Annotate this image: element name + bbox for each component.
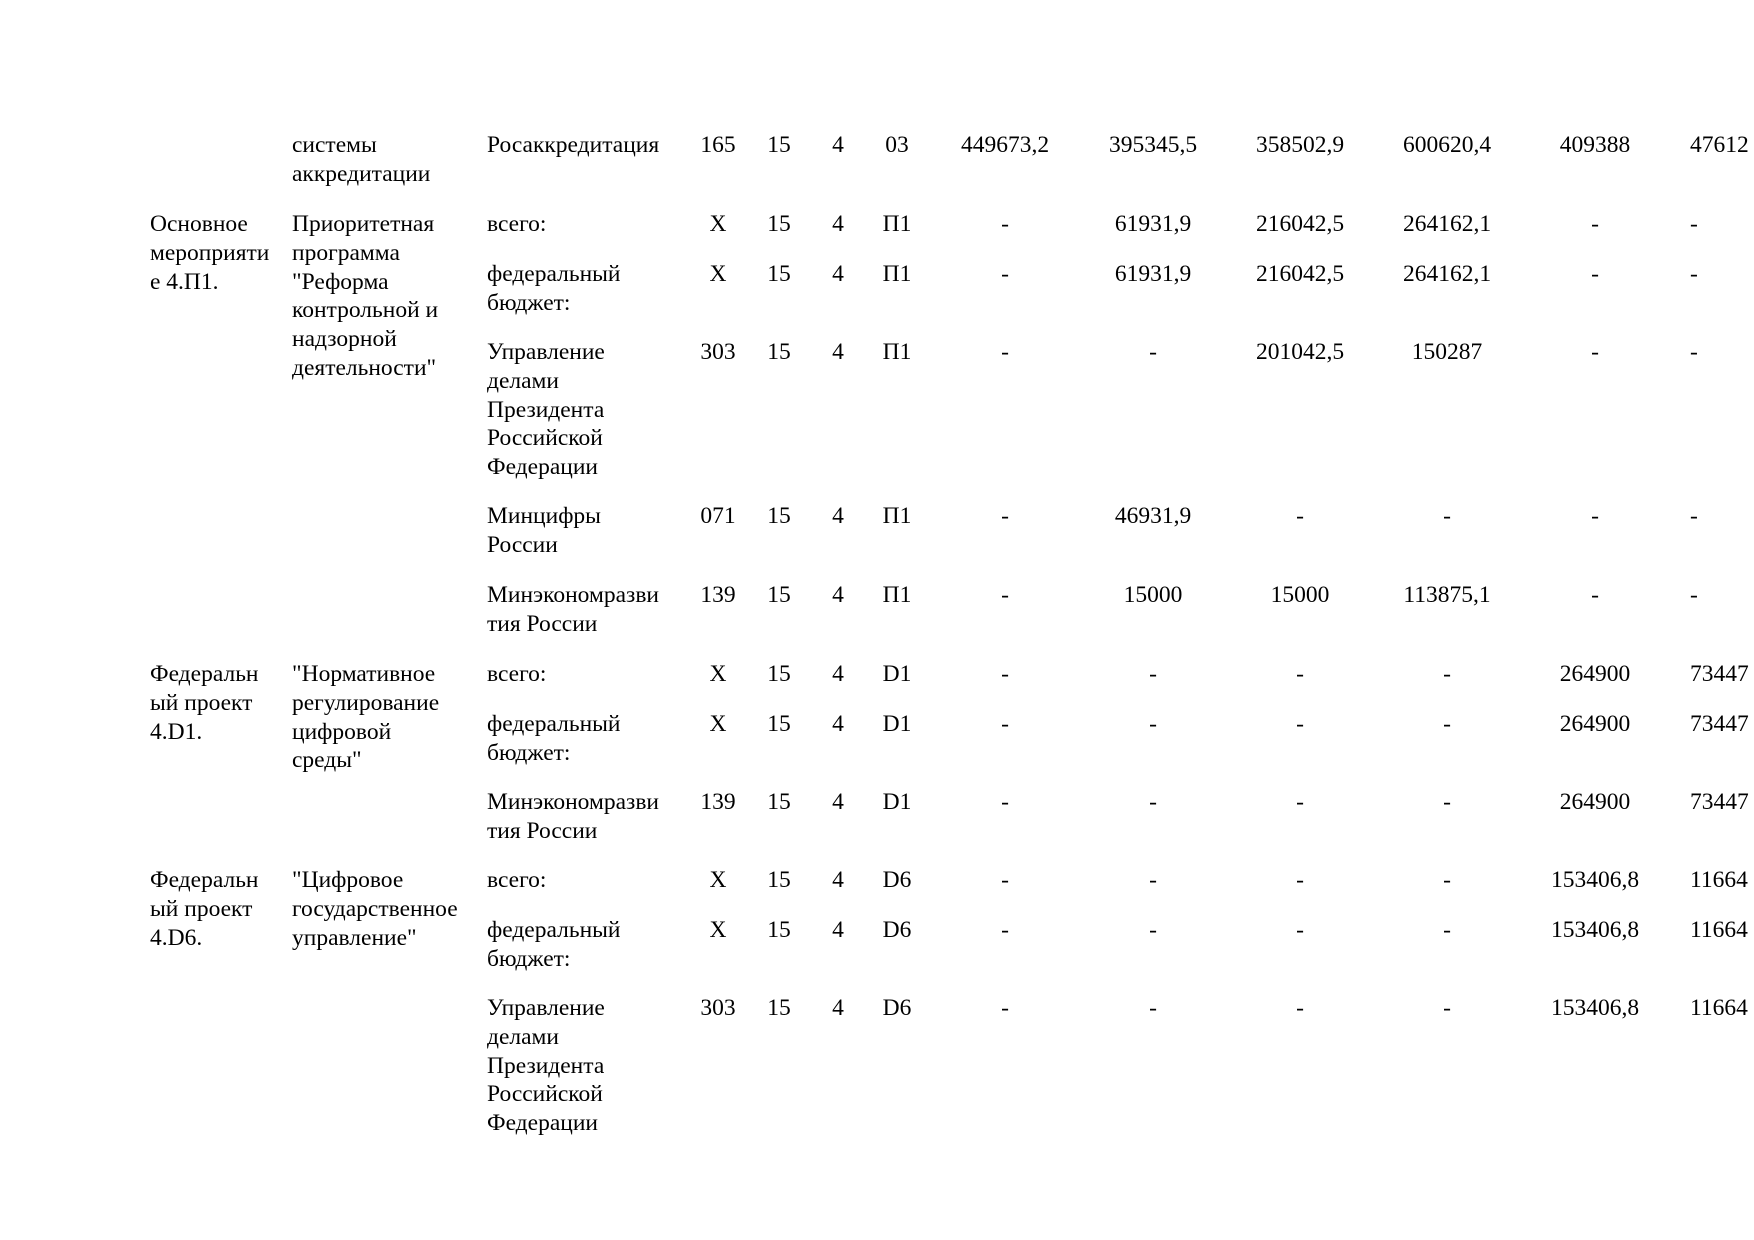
value-cell: - bbox=[1443, 503, 1451, 529]
value-cell: - bbox=[1443, 661, 1451, 687]
value-cell: 216042,5 bbox=[1255, 211, 1345, 237]
measure-cell: Федеральн ый проект 4.D6. bbox=[150, 867, 259, 951]
value-cell: - bbox=[1149, 789, 1157, 815]
state-program-cell: 15 bbox=[767, 261, 791, 287]
main-event-code-cell: D6 bbox=[882, 995, 912, 1021]
grbs-code-cell: Х bbox=[709, 917, 727, 943]
program-cell: системы аккредитации bbox=[292, 132, 431, 187]
value-cell: - bbox=[1443, 995, 1451, 1021]
value-cell: 61931,9 bbox=[1114, 261, 1192, 287]
value-cell: - bbox=[1591, 339, 1599, 365]
state-program-cell: 15 bbox=[767, 995, 791, 1021]
program-cell: Приоритетная программа "Реформа контрольной и надзорной деятельности" bbox=[292, 211, 439, 381]
value-cell: - bbox=[1001, 995, 1009, 1021]
measure-cell: Федеральн ый проект 4.D1. bbox=[150, 661, 259, 745]
main-event-code-cell: П1 bbox=[882, 261, 912, 287]
value-cell: - bbox=[1001, 917, 1009, 943]
value-cell: - bbox=[1443, 711, 1451, 737]
value-cell: 358502,9 bbox=[1255, 132, 1345, 158]
value-cell: 47612 bbox=[1690, 132, 1749, 158]
grbs-code-cell: 303 bbox=[700, 995, 736, 1021]
subprogram-cell: 4 bbox=[832, 917, 844, 943]
value-cell: 201042,5 bbox=[1255, 339, 1345, 365]
value-cell: 11664 bbox=[1690, 995, 1748, 1021]
executor-cell: Управление делами Президента Российской Федерации bbox=[487, 995, 605, 1137]
executor-cell: федеральный бюджет: bbox=[487, 261, 621, 316]
value-cell: 73447 bbox=[1690, 789, 1749, 815]
main-event-code-cell: П1 bbox=[882, 582, 912, 608]
value-cell: - bbox=[1296, 867, 1304, 893]
value-cell: 150287 bbox=[1411, 339, 1483, 365]
value-cell: 395345,5 bbox=[1108, 132, 1198, 158]
executor-cell: Росаккредитация bbox=[487, 132, 660, 158]
subprogram-cell: 4 bbox=[832, 995, 844, 1021]
grbs-code-cell: 139 bbox=[700, 789, 736, 815]
value-cell: 153406,8 bbox=[1550, 995, 1640, 1021]
subprogram-cell: 4 bbox=[832, 661, 844, 687]
state-program-cell: 15 bbox=[767, 789, 791, 815]
subprogram-cell: 4 bbox=[832, 132, 844, 158]
executor-cell: федеральный бюджет: bbox=[487, 711, 621, 766]
value-cell: - bbox=[1001, 711, 1009, 737]
subprogram-cell: 4 bbox=[832, 339, 844, 365]
value-cell: - bbox=[1149, 711, 1157, 737]
state-program-cell: 15 bbox=[767, 867, 791, 893]
value-cell: 15000 bbox=[1270, 582, 1330, 608]
value-cell: 11664 bbox=[1690, 867, 1748, 893]
value-cell: 73447 bbox=[1690, 661, 1749, 687]
value-cell: - bbox=[1296, 917, 1304, 943]
value-cell: - bbox=[1149, 339, 1157, 365]
value-cell: - bbox=[1690, 211, 1698, 237]
value-cell: 73447 bbox=[1690, 711, 1749, 737]
main-event-code-cell: П1 bbox=[882, 339, 912, 365]
value-cell: 449673,2 bbox=[960, 132, 1050, 158]
value-cell: - bbox=[1296, 789, 1304, 815]
value-cell: - bbox=[1001, 339, 1009, 365]
value-cell: - bbox=[1296, 995, 1304, 1021]
value-cell: 153406,8 bbox=[1550, 867, 1640, 893]
value-cell: 264900 bbox=[1559, 661, 1631, 687]
value-cell: - bbox=[1690, 503, 1698, 529]
value-cell: - bbox=[1690, 582, 1698, 608]
subprogram-cell: 4 bbox=[832, 582, 844, 608]
value-cell: 15000 bbox=[1123, 582, 1183, 608]
grbs-code-cell: 165 bbox=[700, 132, 736, 158]
main-event-code-cell: D1 bbox=[882, 661, 912, 687]
value-cell: - bbox=[1443, 789, 1451, 815]
value-cell: - bbox=[1001, 582, 1009, 608]
main-event-code-cell: D1 bbox=[882, 711, 912, 737]
executor-cell: всего: bbox=[487, 211, 547, 237]
value-cell: - bbox=[1149, 917, 1157, 943]
subprogram-cell: 4 bbox=[832, 711, 844, 737]
value-cell: - bbox=[1001, 661, 1009, 687]
executor-cell: всего: bbox=[487, 867, 547, 893]
value-cell: - bbox=[1296, 711, 1304, 737]
grbs-code-cell: Х bbox=[709, 711, 727, 737]
value-cell: - bbox=[1149, 995, 1157, 1021]
value-cell: - bbox=[1001, 789, 1009, 815]
value-cell: 409388 bbox=[1559, 132, 1631, 158]
grbs-code-cell: 071 bbox=[700, 503, 736, 529]
subprogram-cell: 4 bbox=[832, 261, 844, 287]
value-cell: 264162,1 bbox=[1402, 261, 1492, 287]
grbs-code-cell: Х bbox=[709, 261, 727, 287]
value-cell: 264900 bbox=[1559, 789, 1631, 815]
main-event-code-cell: D6 bbox=[882, 917, 912, 943]
program-cell: "Цифровое государственное управление" bbox=[292, 867, 458, 951]
value-cell: 113875,1 bbox=[1403, 582, 1491, 608]
state-program-cell: 15 bbox=[767, 661, 791, 687]
program-cell: "Нормативное регулирование цифровой среды" bbox=[292, 661, 440, 774]
state-program-cell: 15 bbox=[767, 132, 791, 158]
measure-cell: Основное мероприяти е 4.П1. bbox=[150, 211, 270, 295]
value-cell: 264900 bbox=[1559, 711, 1631, 737]
value-cell: - bbox=[1591, 261, 1599, 287]
grbs-code-cell: 303 bbox=[700, 339, 736, 365]
value-cell: - bbox=[1443, 917, 1451, 943]
grbs-code-cell: 139 bbox=[700, 582, 736, 608]
main-event-code-cell: 03 bbox=[885, 132, 909, 158]
value-cell: 61931,9 bbox=[1114, 211, 1192, 237]
state-program-cell: 15 bbox=[767, 711, 791, 737]
subprogram-cell: 4 bbox=[832, 789, 844, 815]
executor-cell: Минэкономразви тия России bbox=[487, 582, 659, 637]
value-cell: - bbox=[1001, 211, 1009, 237]
value-cell: - bbox=[1591, 582, 1599, 608]
value-cell: - bbox=[1591, 211, 1599, 237]
value-cell: - bbox=[1149, 661, 1157, 687]
state-program-cell: 15 bbox=[767, 582, 791, 608]
main-event-code-cell: П1 bbox=[882, 211, 912, 237]
value-cell: 46931,9 bbox=[1114, 503, 1192, 529]
grbs-code-cell: Х bbox=[709, 661, 727, 687]
main-event-code-cell: D1 bbox=[882, 789, 912, 815]
value-cell: - bbox=[1149, 867, 1157, 893]
executor-cell: Управление делами Президента Российской Федерации bbox=[487, 339, 605, 481]
state-program-cell: 15 bbox=[767, 917, 791, 943]
value-cell: - bbox=[1001, 867, 1009, 893]
subprogram-cell: 4 bbox=[832, 211, 844, 237]
grbs-code-cell: Х bbox=[709, 867, 727, 893]
value-cell: - bbox=[1296, 661, 1304, 687]
value-cell: 153406,8 bbox=[1550, 917, 1640, 943]
main-event-code-cell: D6 bbox=[882, 867, 912, 893]
value-cell: - bbox=[1591, 503, 1599, 529]
value-cell: - bbox=[1690, 261, 1698, 287]
value-cell: - bbox=[1001, 261, 1009, 287]
state-program-cell: 15 bbox=[767, 503, 791, 529]
value-cell: 600620,4 bbox=[1402, 132, 1492, 158]
value-cell: 264162,1 bbox=[1402, 211, 1492, 237]
value-cell: 11664 bbox=[1690, 917, 1748, 943]
grbs-code-cell: Х bbox=[709, 211, 727, 237]
executor-cell: Минэкономразви тия России bbox=[487, 789, 659, 844]
value-cell: - bbox=[1001, 503, 1009, 529]
value-cell: 216042,5 bbox=[1255, 261, 1345, 287]
executor-cell: федеральный бюджет: bbox=[487, 917, 621, 972]
state-program-cell: 15 bbox=[767, 339, 791, 365]
value-cell: - bbox=[1690, 339, 1698, 365]
subprogram-cell: 4 bbox=[832, 867, 844, 893]
executor-cell: всего: bbox=[487, 661, 547, 687]
executor-cell: Минцифры России bbox=[487, 503, 601, 558]
value-cell: - bbox=[1443, 867, 1451, 893]
subprogram-cell: 4 bbox=[832, 503, 844, 529]
main-event-code-cell: П1 bbox=[882, 503, 912, 529]
state-program-cell: 15 bbox=[767, 211, 791, 237]
value-cell: - bbox=[1296, 503, 1304, 529]
